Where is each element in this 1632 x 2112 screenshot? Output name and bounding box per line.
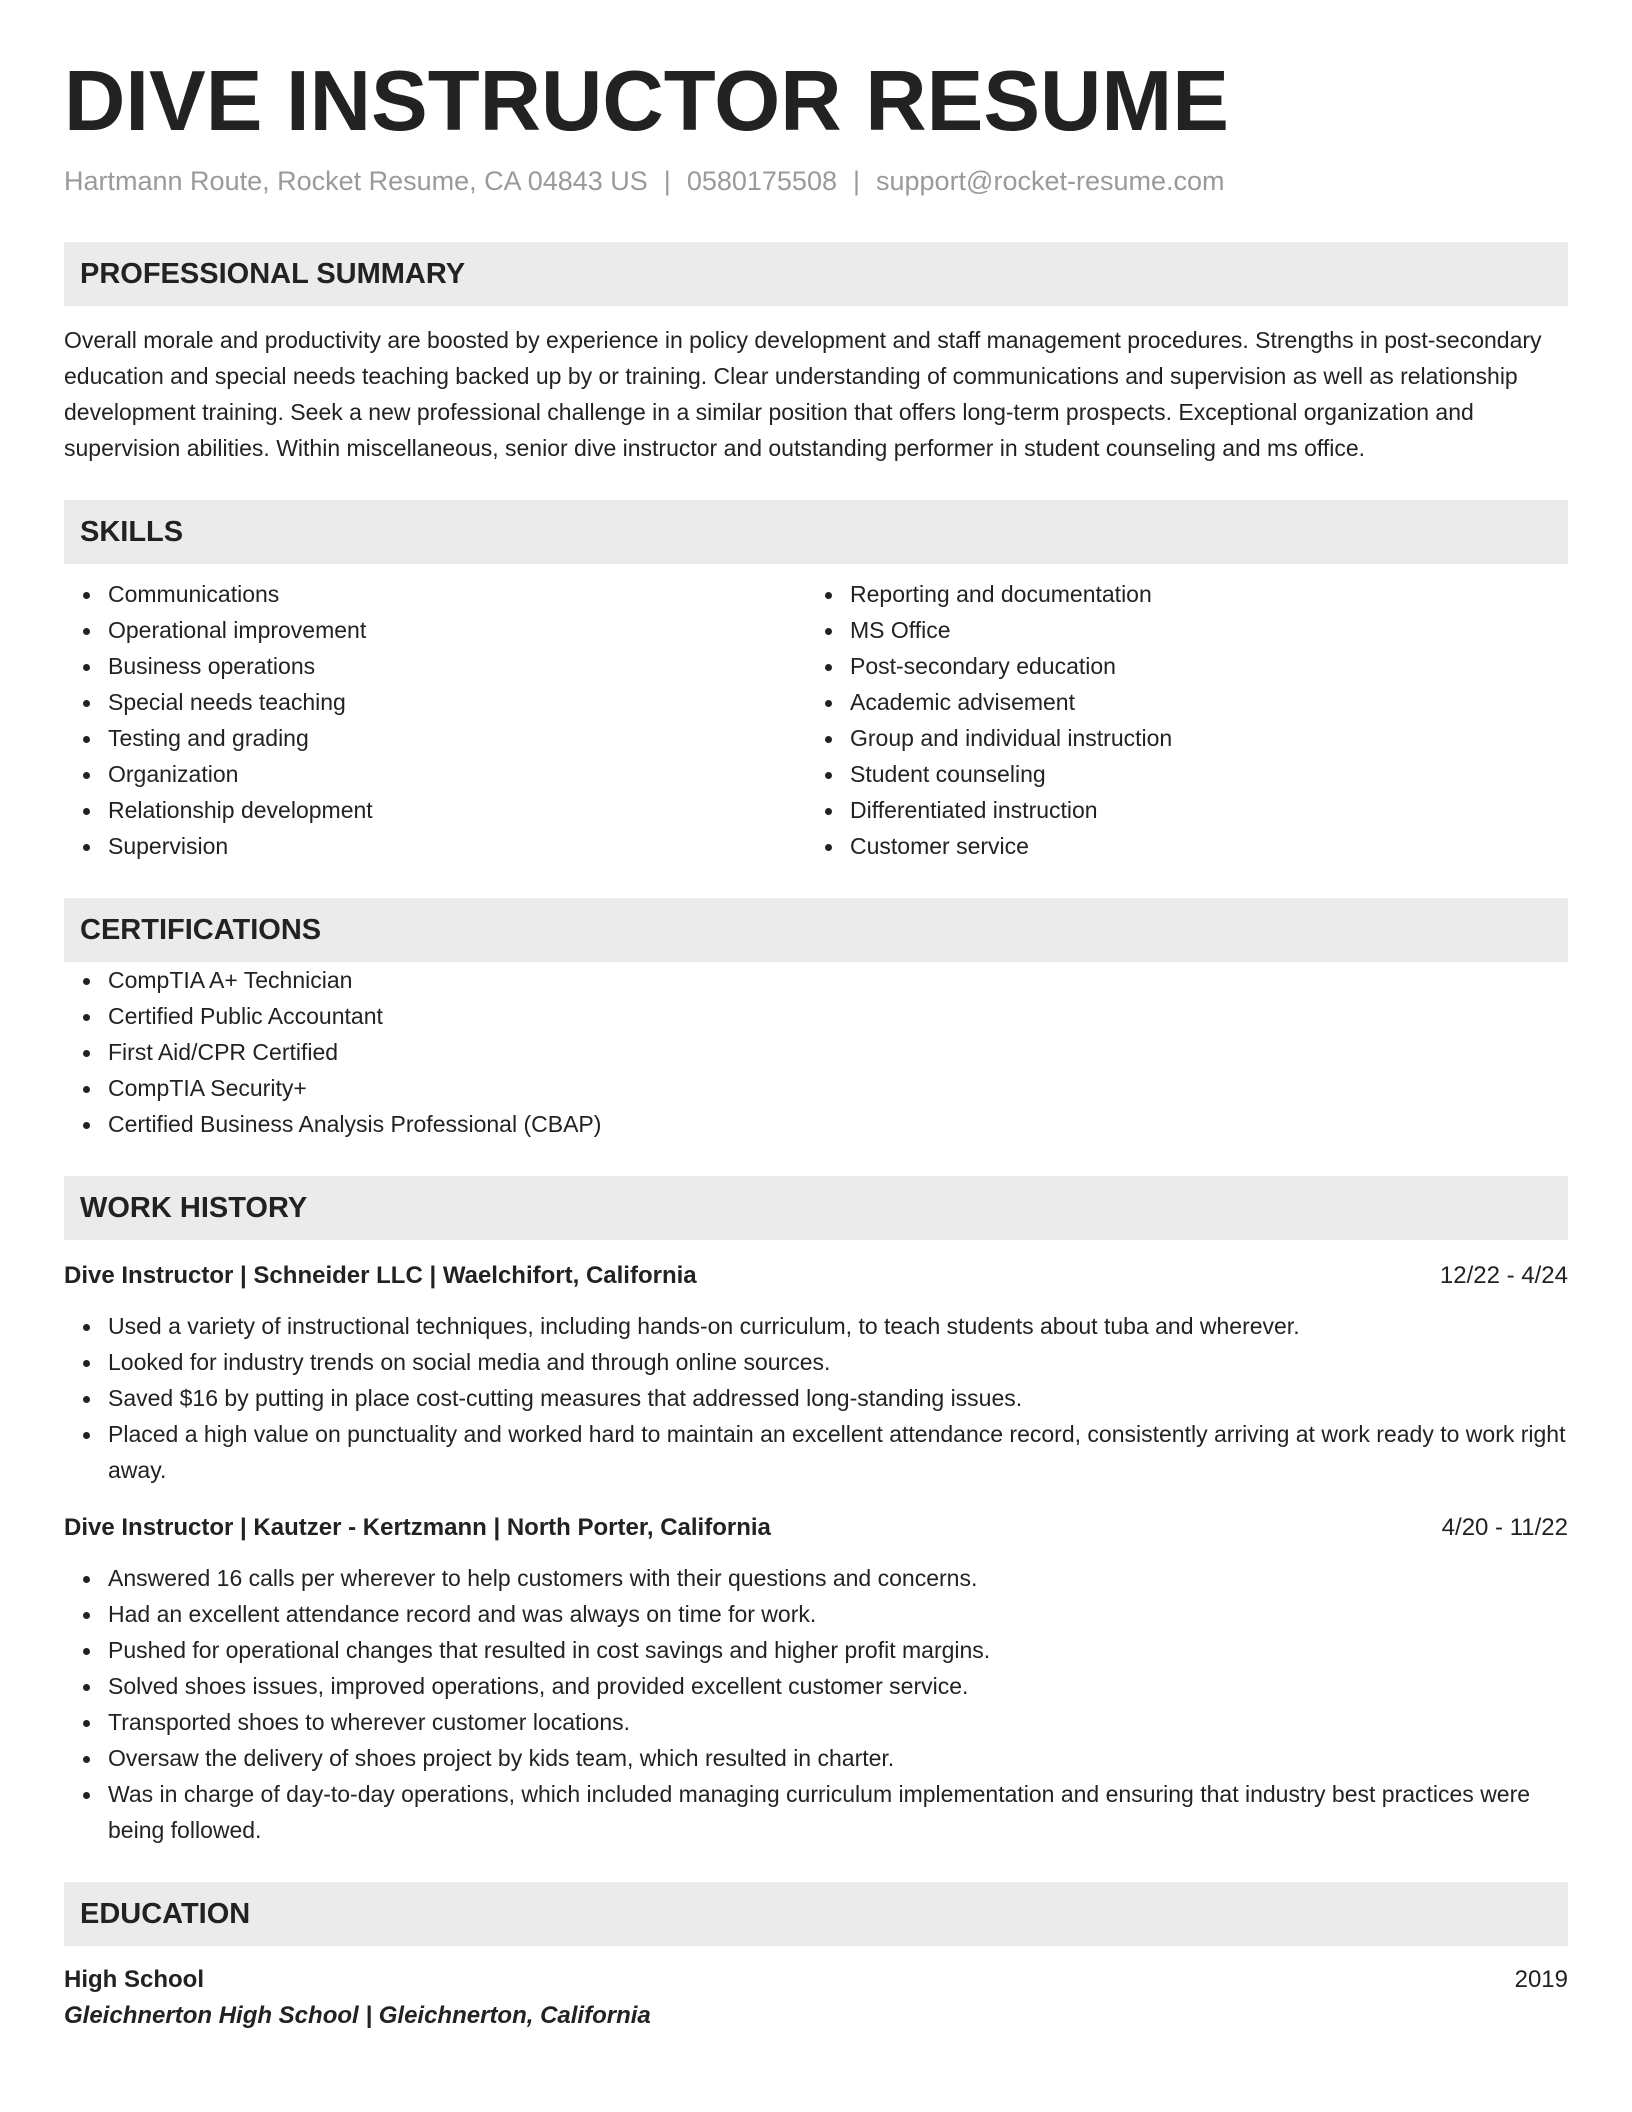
job-duty: Saved $16 by putting in place cost-cutting measures that addressed long-standing issues. xyxy=(108,1380,1568,1416)
job-duties-list xyxy=(64,1560,1568,1848)
job-header xyxy=(64,1510,1568,1546)
job-duties-list xyxy=(64,1308,1568,1488)
job-duty: Had an excellent attendance record and was always on time for work. xyxy=(108,1596,1568,1632)
job-duty: Transported shoes to wherever customer locations. xyxy=(108,1704,1568,1740)
summary-text: Overall morale and productivity are boosted by experience in policy development and staff management procedures. Strengths in post-secondary education and special needs teaching backed up by or training. Clear understanding of communications and supervision as well as relationship development training. Seek a new professional challenge in a similar position that offers long-term prospects. Exceptional organization and supervision abilities. Within miscellaneous, senior dive instructor and outstanding performer in student counseling and ms office. xyxy=(64,327,1542,461)
section-header-skills: SKILLS xyxy=(64,500,1568,564)
education-header xyxy=(64,1962,1568,1998)
skill-item: Group and individual instruction xyxy=(850,720,1548,756)
contact-line xyxy=(64,164,1568,198)
job-dates: 4/20 - 11/22 xyxy=(1441,1514,1568,1541)
job-duty: Answered 16 calls per wherever to help customers with their questions and concerns. xyxy=(108,1560,1568,1596)
skills-column-left xyxy=(64,576,806,864)
job-duty: Was in charge of day-to-day operations, which included managing curriculum implementation and ensuring that industry best practices were being followed. xyxy=(108,1776,1568,1848)
contact-phone: 0580175508 xyxy=(686,166,837,196)
education-entry xyxy=(64,1962,1568,2034)
certification-item: Certified Public Accountant xyxy=(108,998,1568,1034)
education-year: 2019 xyxy=(1514,1966,1568,1993)
skills-column-right xyxy=(806,576,1548,864)
certification-item: Certified Business Analysis Professional (CBAP) xyxy=(108,1106,1568,1142)
contact-separator: | xyxy=(663,166,671,196)
job-duty: Placed a high value on punctuality and worked hard to maintain an excellent attendance record, consistently arriving at work ready to work right away. xyxy=(108,1416,1568,1488)
certifications-list xyxy=(64,962,1568,1142)
job-title: Dive Instructor | Schneider LLC | Waelchifort, California xyxy=(64,1262,697,1289)
job-duty: Looked for industry trends on social media and through online sources. xyxy=(108,1344,1568,1380)
job-dates: 12/22 - 4/24 xyxy=(1439,1262,1568,1289)
skill-item: Special needs teaching xyxy=(108,684,806,720)
skill-item: Customer service xyxy=(850,828,1548,864)
job-duty: Solved shoes issues, improved operations, and provided excellent customer service. xyxy=(108,1668,1568,1704)
job-entry xyxy=(64,1510,1568,1848)
skills-grid xyxy=(64,576,1568,864)
section-header-certifications: CERTIFICATIONS xyxy=(64,898,1568,962)
skill-item: Academic advisement xyxy=(850,684,1548,720)
certification-item: CompTIA A+ Technician xyxy=(108,962,1568,998)
skill-item: Reporting and documentation xyxy=(850,576,1548,612)
job-header xyxy=(64,1258,1568,1294)
education-school: Gleichnerton High School | Gleichnerton, California xyxy=(64,2002,651,2029)
section-header-education: EDUCATION xyxy=(64,1882,1568,1946)
skill-item: Communications xyxy=(108,576,806,612)
job-title: Dive Instructor | Kautzer - Kertzmann | North Porter, California xyxy=(64,1514,771,1541)
skills-list-right xyxy=(806,576,1548,864)
skill-item: Differentiated instruction xyxy=(850,792,1548,828)
job-duty: Used a variety of instructional techniques, including hands-on curriculum, to teach students about tuba and wherever. xyxy=(108,1308,1568,1344)
education-degree: High School xyxy=(64,1966,204,1993)
skill-item: Business operations xyxy=(108,648,806,684)
section-header-work-history: WORK HISTORY xyxy=(64,1176,1568,1240)
job-duty: Oversaw the delivery of shoes project by kids team, which resulted in charter. xyxy=(108,1740,1568,1776)
skills-list-left xyxy=(64,576,806,864)
skill-item: Supervision xyxy=(108,828,806,864)
skill-item: MS Office xyxy=(850,612,1548,648)
job-duty: Pushed for operational changes that resulted in cost savings and higher profit margins. xyxy=(108,1632,1568,1668)
skill-item: Testing and grading xyxy=(108,720,806,756)
section-header-summary: PROFESSIONAL SUMMARY xyxy=(64,242,1568,306)
contact-address: Hartmann Route, Rocket Resume, CA 04843 US xyxy=(64,166,648,196)
certification-item: CompTIA Security+ xyxy=(108,1070,1568,1106)
skill-item: Student counseling xyxy=(850,756,1548,792)
contact-separator: | xyxy=(852,166,860,196)
certification-item: First Aid/CPR Certified xyxy=(108,1034,1568,1070)
skill-item: Operational improvement xyxy=(108,612,806,648)
resume-title: DIVE INSTRUCTOR RESUME xyxy=(64,54,1229,149)
skill-item: Post-secondary education xyxy=(850,648,1548,684)
job-entry xyxy=(64,1258,1568,1488)
contact-email: support@rocket-resume.com xyxy=(876,166,1225,196)
skill-item: Relationship development xyxy=(108,792,806,828)
skill-item: Organization xyxy=(108,756,806,792)
